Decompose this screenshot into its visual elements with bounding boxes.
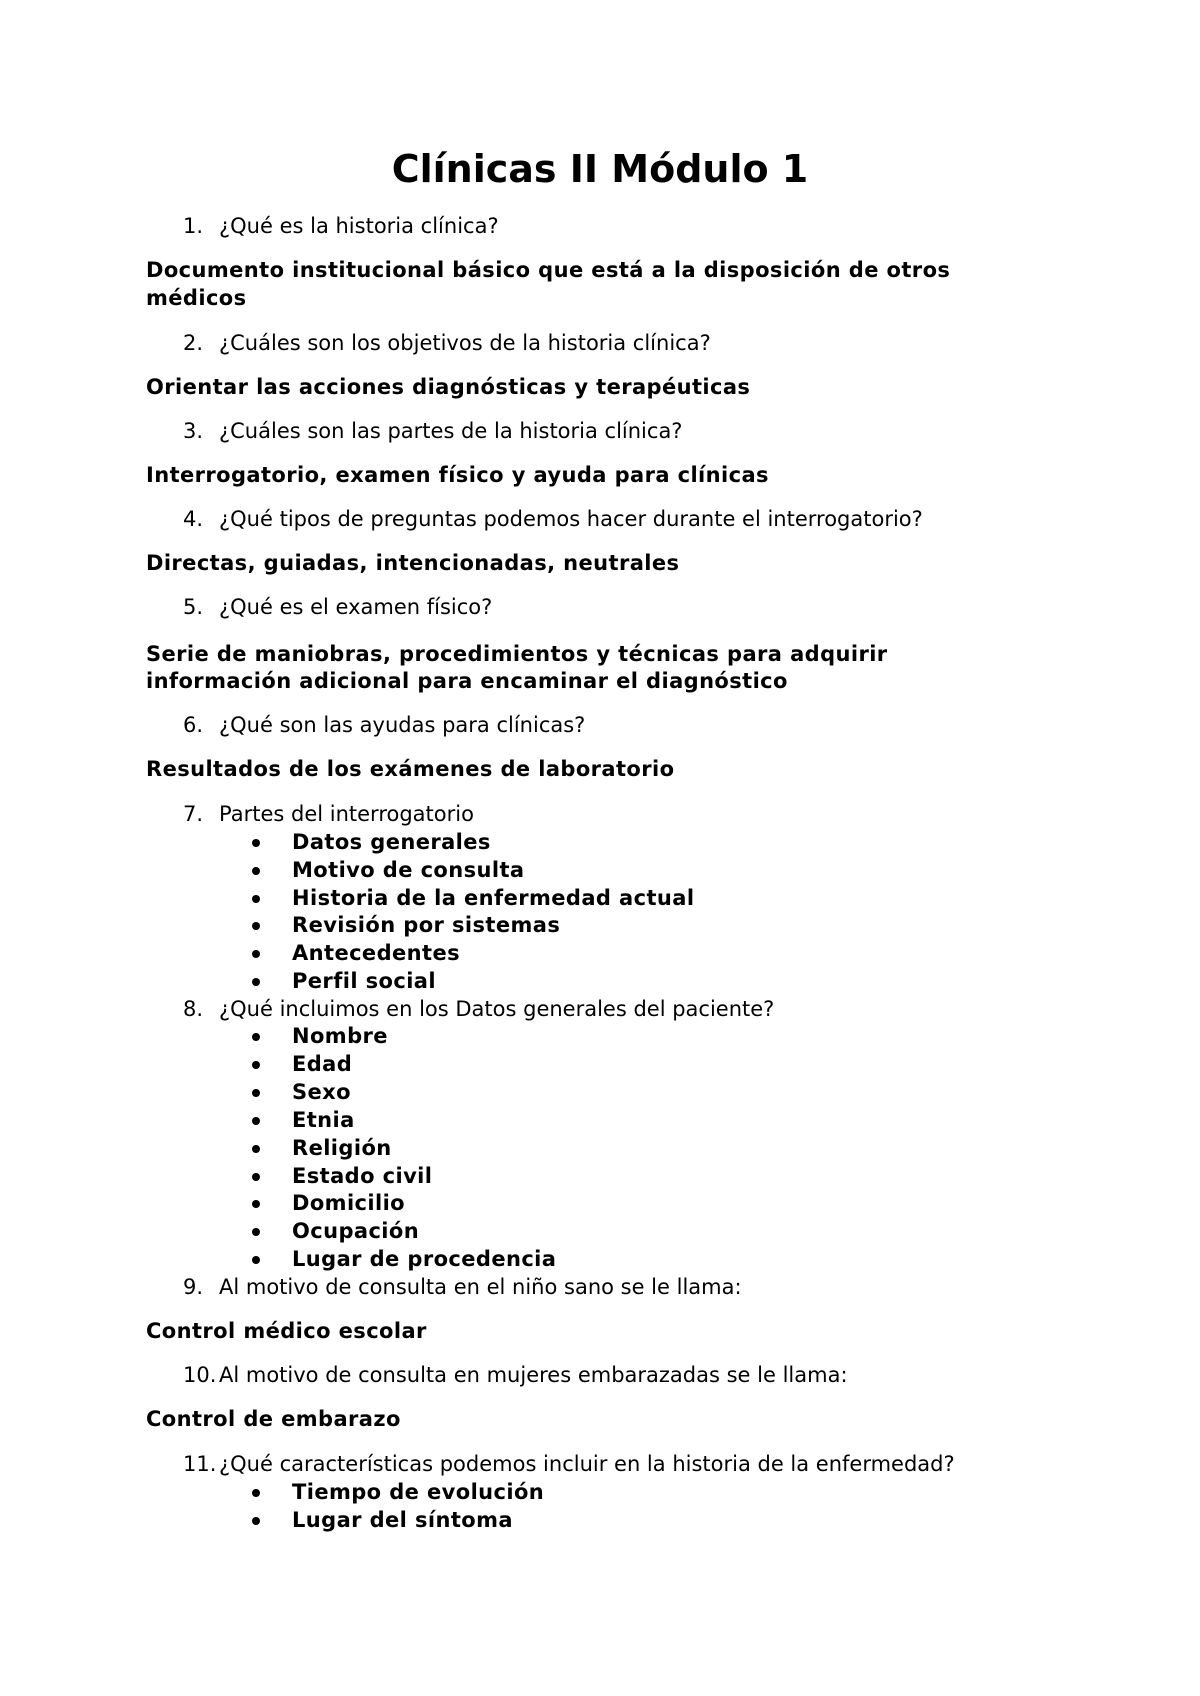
bullet-icon xyxy=(252,978,260,986)
bullet-icon xyxy=(252,839,260,847)
document-page: Clínicas II Módulo 1 1. ¿Qué es la historia clínica? Documento institucional básico que está a la disposición de otros médicos 2. ¿Cuáles son los objetivos de la historia clínica? Orientar las acciones diagnósticas y terapéuticas 3. ¿Cuáles son las partes de la historia clínica? Interrogatorio, examen físico y ayuda para clínicas 4. ¿Qué tipos de preguntas podemos hacer durante el interrogatorio? Directas, guiadas, intencionadas, neutrales 5. ¿Qué es el examen físico? Serie de maniobras, procedimientos y técnicas para adquirir información adicional para encaminar el diagnóstico 6. ¿Qué son las ayudas para clínicas? Resultados de los exámenes de laboratorio 7. Partes del interrogatorio Datos generales Motivo de consulta Historia de la enfermedad actual Revisión por sistemas Antecedentes Perfil social 8. ¿Qué incluimos en los Datos generales del paciente? Nombre Edad Sexo Etnia Religión Estado civil Domicilio Ocupación Lugar de procedencia 9. Al motivo de consulta en el niño sano se le llama: Control médico escolar 10. Al motivo de consulta en mujeres embarazadas se le llama: Control de embarazo 11. ¿Qué características podemos incluir en la historia de la enfermedad? Tiempo de evolución Lugar del síntoma xyxy=(0,0,1200,1696)
bullet-icon xyxy=(252,1061,260,1069)
bullet-icon xyxy=(252,867,260,875)
question-number: 8. xyxy=(183,997,204,1021)
question-number: 6. xyxy=(183,713,204,737)
bullet-icon xyxy=(252,1517,260,1525)
answer-1-line-2: médicos xyxy=(146,286,247,310)
question-text: ¿Qué es el examen físico? xyxy=(219,595,493,619)
question-number: 3. xyxy=(183,419,204,443)
question-text: ¿Qué son las ayudas para clínicas? xyxy=(219,713,586,737)
bullet-icon xyxy=(252,1089,260,1097)
question-number: 5. xyxy=(183,595,204,619)
bullet-icon xyxy=(252,1033,260,1041)
answer-5-line-2: información adicional para encaminar el diagnóstico xyxy=(146,669,788,693)
question-text: Al motivo de consulta en el niño sano se le llama: xyxy=(219,1275,742,1299)
document-title: Clínicas II Módulo 1 xyxy=(391,147,809,191)
bullet-icon xyxy=(252,1173,260,1181)
answer-4-line-1: Directas, guiadas, intencionadas, neutrales xyxy=(146,551,680,575)
bullet-icon xyxy=(252,1145,260,1153)
answer-6-line-1: Resultados de los exámenes de laboratorio xyxy=(146,757,675,781)
bullet-icon xyxy=(252,950,260,958)
question-number: 2. xyxy=(183,331,204,355)
question-number: 7. xyxy=(183,802,204,826)
bullet-icon xyxy=(252,922,260,930)
question-text: ¿Qué es la historia clínica? xyxy=(219,214,499,238)
question-text: ¿Cuáles son los objetivos de la historia clínica? xyxy=(219,331,711,355)
question-text: Al motivo de consulta en mujeres embarazadas se le llama: xyxy=(219,1363,848,1387)
answer-9-line-1: Control médico escolar xyxy=(146,1319,427,1343)
answer-5-line-1: Serie de maniobras, procedimientos y técnicas para adquirir xyxy=(146,642,888,666)
bullet-icon xyxy=(252,895,260,903)
question-number: 10. xyxy=(183,1363,217,1387)
bullet-icon xyxy=(252,1117,260,1125)
answer-10-line-1: Control de embarazo xyxy=(146,1407,401,1431)
question-number: 1. xyxy=(183,214,204,238)
answer-1-line-1: Documento institucional básico que está a la disposición de otros xyxy=(146,258,951,282)
bullet-icon xyxy=(252,1256,260,1264)
question-number: 4. xyxy=(183,507,204,531)
question-text: ¿Qué tipos de preguntas podemos hacer durante el interrogatorio? xyxy=(219,507,923,531)
answer-2-line-1: Orientar las acciones diagnósticas y terapéuticas xyxy=(146,375,751,399)
question-number: 9. xyxy=(183,1275,204,1299)
bullet-icon xyxy=(252,1489,260,1497)
bullet-icon xyxy=(252,1228,260,1236)
question-number: 11. xyxy=(183,1452,217,1476)
question-text: ¿Cuáles son las partes de la historia clínica? xyxy=(219,419,683,443)
question-text: Partes del interrogatorio xyxy=(219,802,474,826)
answer-3-line-1: Interrogatorio, examen físico y ayuda para clínicas xyxy=(146,463,769,487)
question-text: ¿Qué características podemos incluir en la historia de la enfermedad? xyxy=(219,1452,955,1476)
bullet-icon xyxy=(252,1200,260,1208)
question-text: ¿Qué incluimos en los Datos generales del paciente? xyxy=(219,997,775,1021)
